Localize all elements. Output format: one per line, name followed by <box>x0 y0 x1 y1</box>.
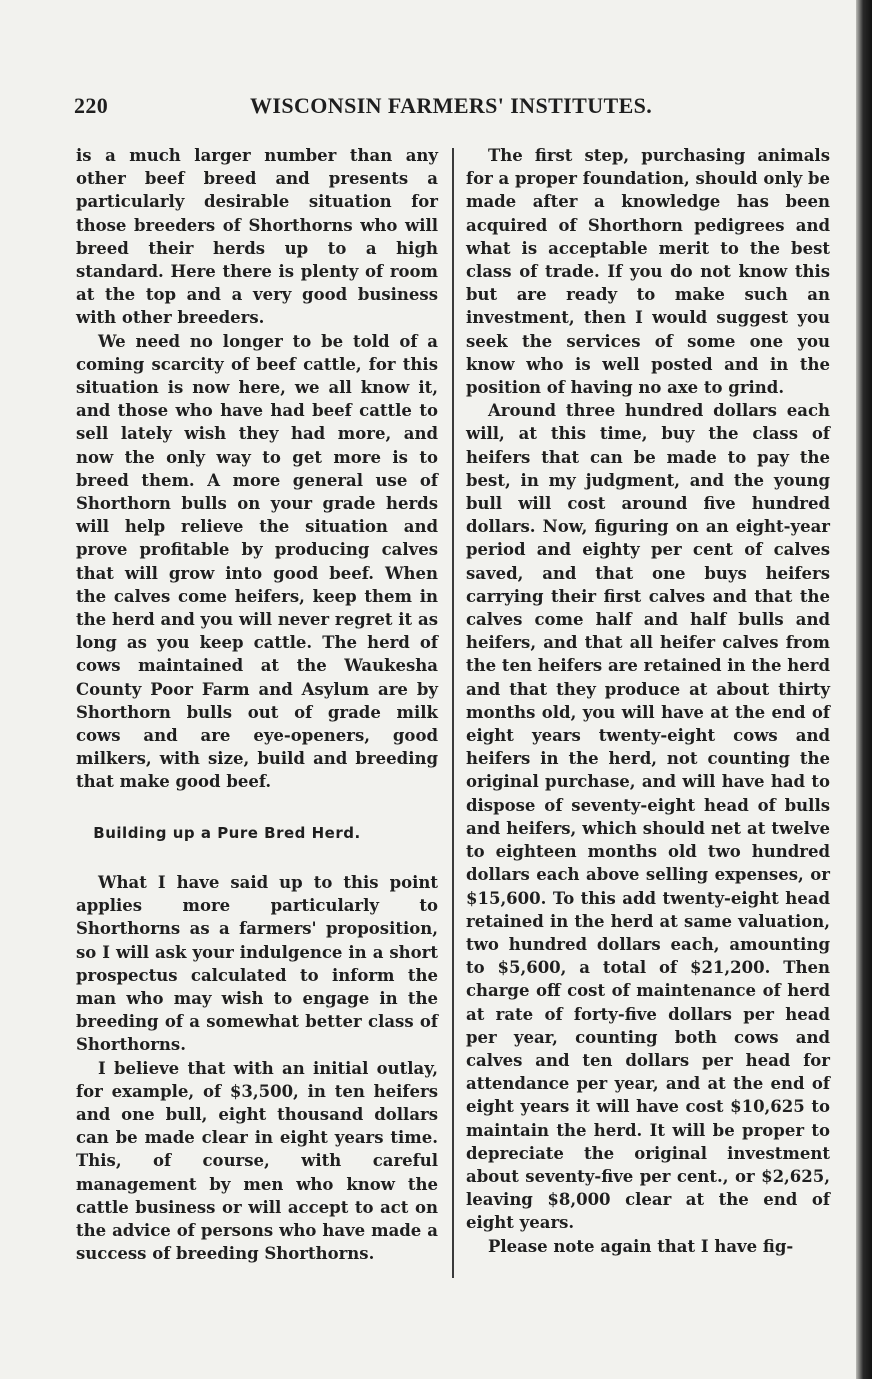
page-number: 220 <box>74 93 109 118</box>
running-head <box>74 93 816 123</box>
right-paragraph-3: Please note again that I have fig- <box>488 1236 794 1256</box>
running-title: WISCONSIN FARMERS' INSTITUTES. <box>250 93 653 118</box>
left-paragraph-2: We need no longer to be told of a coming scarcity of beef cattle, for this situation is now here, we all know it, and those who have had beef cattle to sell lately wish they had more, and now the only way to get more is to breed them. A more general use of Shorthorn bulls on your grade herds will help relieve the situation and prove profitable by producing calves that will grow into good beef. When the calves come heifers, keep them in the herd and you will never regret it as long as you keep cattle. The herd of cows maintained at the Waukesha County Poor Farm and Asylum are by Shorthorn bulls out of grade milk cows and are eye-openers, good milkers, with size, build and breeding that make good beef. <box>76 331 438 792</box>
section-subheading: Building up a Pure Bred Herd. <box>93 823 361 842</box>
left-paragraph-1: is a much larger number than any other beef breed and presents a particularly desirable situation for those breeders of Shorthorns who will breed their herds up to a high standard. Here there is plenty of room at the top and a very good business with other breeders. <box>76 146 438 328</box>
right-paragraph-2: Around three hundred dollars each will, at this time, buy the class of heifers that can be made to pay the best, in my judgment, and the young bull will cost around five hundred dollars. Now, figuring on an eight-year period and eighty per cent of calves saved, and that one buys heifers carrying their first calves and that the calves come half and half bulls and heifers, and that all heifer calves from the ten heifers are retained in the herd and that they produce at about thirty months old, you will have at the end of eight years twenty-eight cows and heifers in the herd, not counting the original purchase, and will have had to dispose of seventy-eight head of bulls and heifers, which should net at twelve to eighteen months old two hundred dollars each above selling expenses, or $15,600. To this add twenty-eight head retained in the herd at same valuation, two hundred dollars each, amounting to $5,600, a total of $21,200. Then charge off cost of maintenance of herd at rate of forty-five dollars per head per year, counting both cows and calves and ten dollars per head for attendance per year, and at the end of eight years it will have cost $10,625 to maintain the herd. It will be proper to depreciate the original investment about seventy-five per cent., or $2,625, leaving $8,000 clear at the end of eight years. <box>466 401 830 1233</box>
right-column <box>466 144 830 1258</box>
right-paragraph-1: The first step, purchasing animals for a proper foundation, should only be made after a knowledge has been acquired of Shorthorn pedigrees and what is acceptable merit to the best class of trade. If you do not know this but are ready to make such an investment, then I would suggest you seek the services of some one you know who is well posted and in the position of having no axe to grind. <box>466 146 830 398</box>
page-edge <box>856 0 872 1379</box>
left-paragraph-3: What I have said up to this point applies more particularly to Shorthorns as a farmers' proposition, so I will ask your indulgence in a short prospectus calculated to inform the man who may wish to engage in the breeding of a somewhat better class of Shorthorns. <box>76 872 438 1055</box>
column-divider <box>452 148 454 1278</box>
left-paragraph-4: I believe that with an initial outlay, for example, of $3,500, in ten heifers and one bull, eight thousand dollars can be made clear in eight years time. This, of course, with careful management by men who know the cattle business or will accept to act on the advice of persons who have made a success of breeding Shorthorns. <box>76 1058 438 1264</box>
left-column <box>76 144 438 1265</box>
